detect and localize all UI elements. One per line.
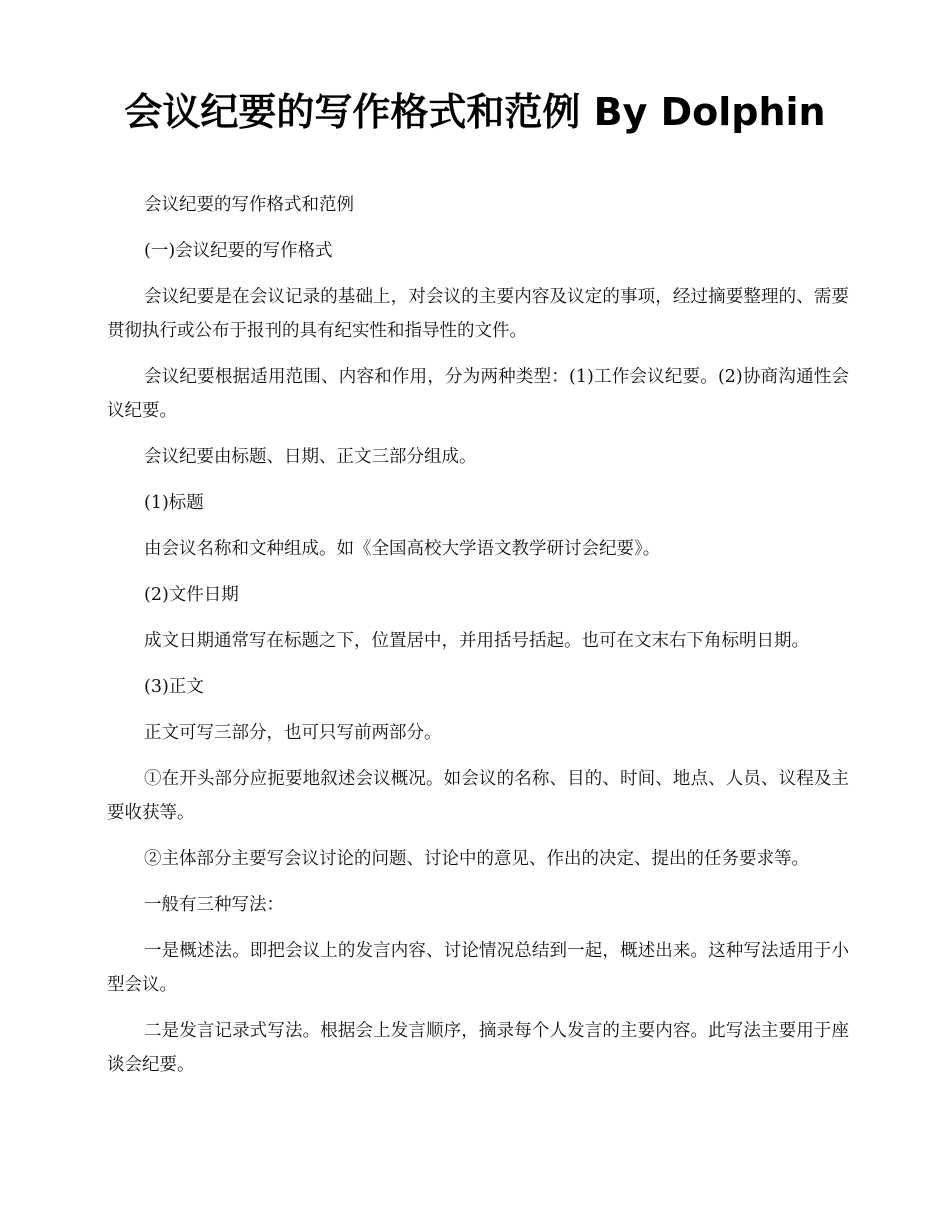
paragraph-date-desc: 成文日期通常写在标题之下，位置居中，并用括号括起。也可在文末右下角标明日期。 xyxy=(144,631,809,651)
paragraph-body-heading: (3)正文 xyxy=(144,677,204,697)
paragraph-opening: ①在开头部分应扼要地叙述会议概况。如会议的名称、目的、时间、地点、人员、议程及主要收获等。 xyxy=(107,769,849,823)
document-title: 会议纪要的写作格式和范例 By Dolphin xyxy=(124,90,826,134)
paragraph-main: ②主体部分主要写会议讨论的问题、讨论中的意见、作出的决定、提出的任务要求等。 xyxy=(144,849,809,869)
paragraph-components: 会议纪要由标题、日期、正文三部分组成。 xyxy=(144,447,477,467)
paragraph-date-heading: (2)文件日期 xyxy=(144,585,239,605)
paragraph-types: 会议纪要根据适用范围、内容和作用，分为两种类型：(1)工作会议纪要。(2)协商沟通性会议纪要。 xyxy=(107,367,849,421)
paragraph-heading: 会议纪要的写作格式和范例 xyxy=(144,195,354,215)
paragraph-method-one: 一是概述法。即把会议上的发言内容、讨论情况总结到一起，概述出来。这种写法适用于小型会议。 xyxy=(107,941,849,995)
paragraph-methods-intro: 一般有三种写法： xyxy=(144,895,284,915)
paragraph-title-heading: (1)标题 xyxy=(144,493,204,513)
paragraph-title-desc: 由会议名称和文种组成。如《全国高校大学语文教学研讨会纪要》。 xyxy=(144,539,661,559)
paragraph-body-desc: 正文可写三部分，也可只写前两部分。 xyxy=(144,723,442,743)
paragraph-section-heading: (一)会议纪要的写作格式 xyxy=(144,241,333,261)
paragraph-definition: 会议纪要是在会议记录的基础上，对会议的主要内容及议定的事项，经过摘要整理的、需要贯彻执行或公布于报刊的具有纪实性和指导性的文件。 xyxy=(107,287,849,341)
paragraph-method-two: 二是发言记录式写法。根据会上发言顺序，摘录每个人发言的主要内容。此写法主要用于座谈会纪要。 xyxy=(107,1021,849,1075)
document-body xyxy=(107,188,849,1094)
